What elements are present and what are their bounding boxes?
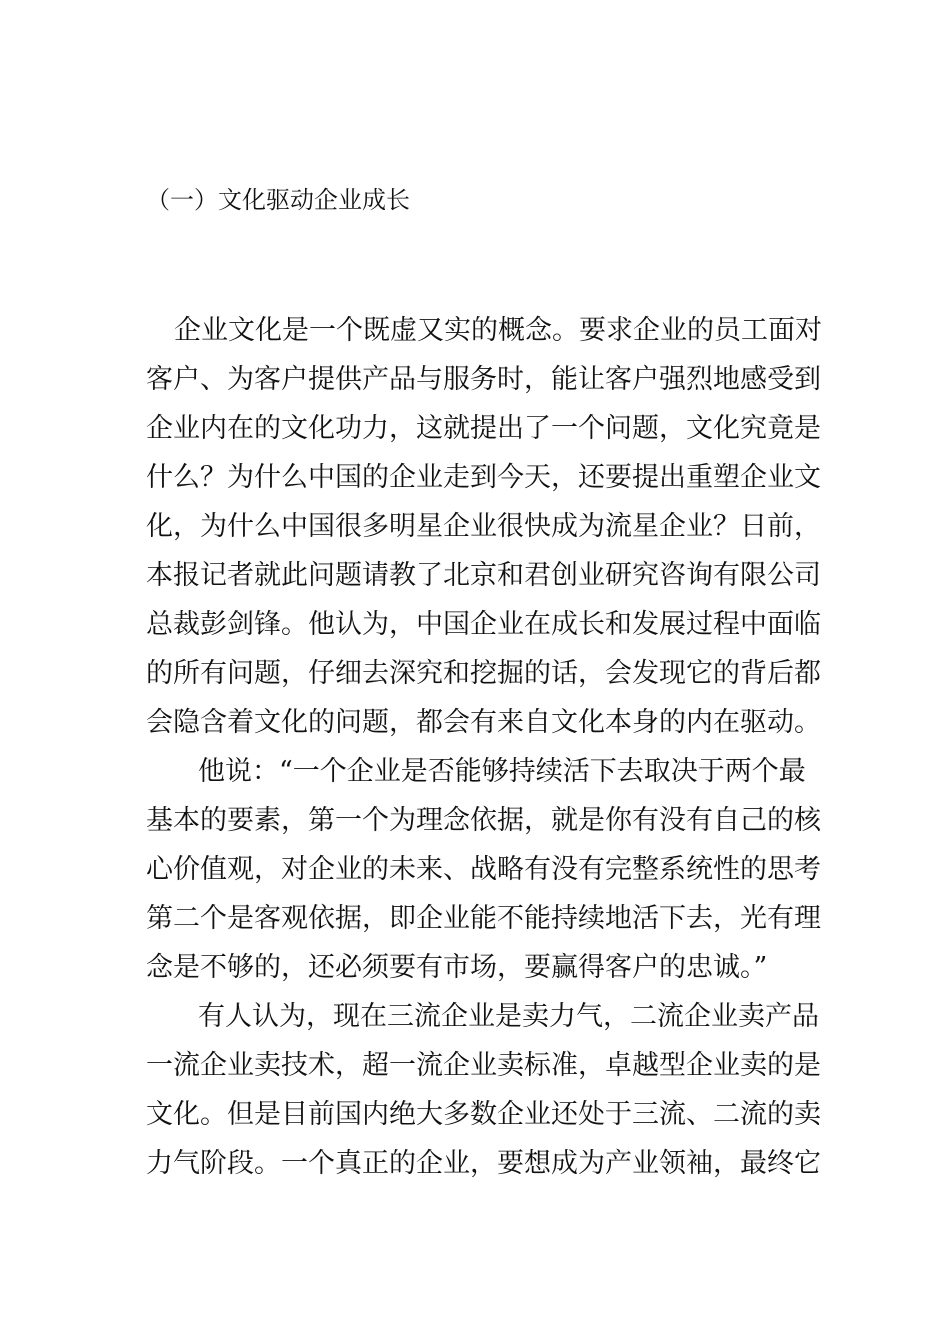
paragraph-1-line: 企业内在的文化功力，这就提出了一个问题，文化究竟是 <box>146 413 821 444</box>
paragraph-2-line: 他说：“一个企业是否能够持续活下去取决于两个最 <box>198 756 806 787</box>
paragraph-3-line: 力气阶段。一个真正的企业，要想成为产业领袖，最终它 <box>146 1148 821 1179</box>
paragraph-1-line: 的所有问题，仔细去深究和挖掘的话，会发现它的背后都 <box>146 658 821 689</box>
paragraph-2-line: 基本的要素，第一个为理念依据，就是你有没有自己的核 <box>146 805 821 836</box>
paragraph-3-line: 文化。但是目前国内绝大多数企业还处于三流、二流的卖 <box>146 1099 821 1130</box>
section-heading: （一）文化驱动企业成长 <box>146 186 410 214</box>
body-text <box>146 306 822 1188</box>
paragraph-1-line: 什么？为什么中国的企业走到今天，还要提出重塑企业文 <box>146 462 821 493</box>
paragraph-1-line: 会隐含着文化的问题，都会有来自文化本身的内在驱动。 <box>146 707 821 738</box>
paragraph-1-line: 企业文化是一个既虚又实的概念。要求企业的员工面对 <box>174 315 822 346</box>
paragraph-3-line: 一流企业卖技术，超一流企业卖标准，卓越型企业卖的是 <box>146 1050 821 1081</box>
paragraph-2-line: 念是不够的，还必须要有市场，要赢得客户的忠诚。” <box>146 952 768 983</box>
paragraph-1-line: 客户、为客户提供产品与服务时，能让客户强烈地感受到 <box>146 364 821 395</box>
paragraph-1-line: 化，为什么中国很多明星企业很快成为流星企业？日前， <box>146 511 821 542</box>
paragraph-1-line: 本报记者就此问题请教了北京和君创业研究咨询有限公司 <box>146 560 821 591</box>
paragraph-2-line: 第二个是客观依据，即企业能不能持续地活下去，光有理 <box>146 903 821 934</box>
paragraph-3-line: 有人认为，现在三流企业是卖力气，二流企业卖产品 <box>198 1001 819 1032</box>
paragraph-2-line: 心价值观，对企业的未来、战略有没有完整系统性的思考 <box>146 854 821 885</box>
paragraph-1-line: 总裁彭剑锋。他认为，中国企业在成长和发展过程中面临 <box>146 609 821 640</box>
